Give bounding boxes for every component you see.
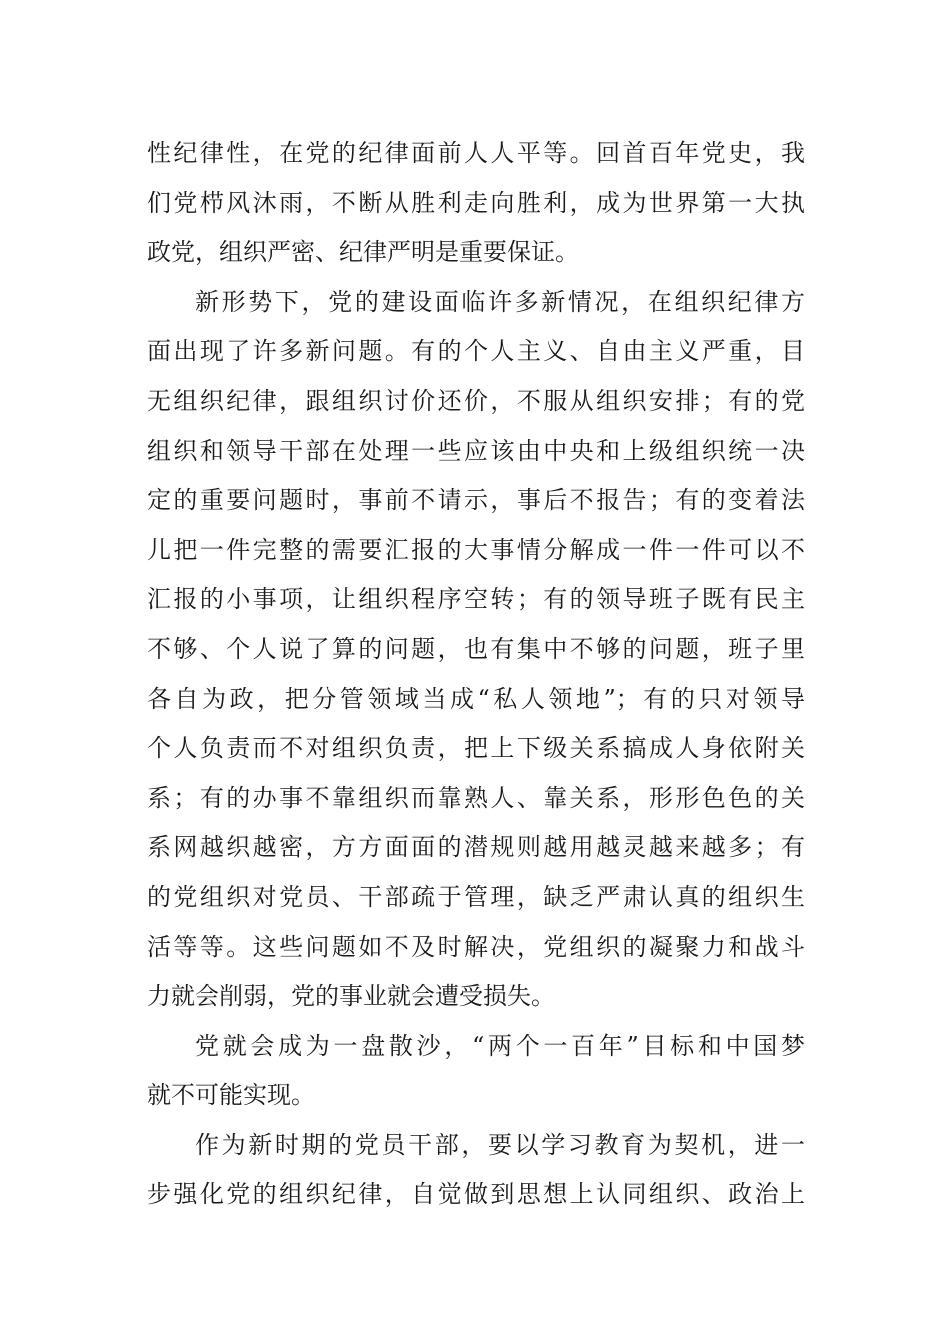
text-line: 各自为政，把分管领域当成“私人领地”；有的只对领导	[147, 684, 805, 713]
paragraph-2	[147, 278, 805, 1022]
text-line: 面出现了许多新问题。有的个人主义、自由主义严重，目	[147, 337, 805, 366]
text-line: 不够、个人说了算的问题，也有集中不够的问题，班子里	[147, 634, 805, 663]
text-line: 系网越织越密，方方面面的潜规则越用越灵越来越多；有	[147, 833, 805, 862]
text-line: 就不可能实现。	[147, 1081, 315, 1110]
text-line: 汇报的小事项，让组织程序空转；有的领导班子既有民主	[147, 585, 805, 614]
document-body	[147, 129, 805, 1220]
text-line: 们党栉风沐雨，不断从胜利走向胜利，成为世界第一大执	[147, 188, 805, 217]
paragraph-1	[147, 129, 805, 278]
text-line: 组织和领导干部在处理一些应该由中央和上级组织统一决	[147, 436, 805, 465]
text-line: 的党组织对党员、干部疏于管理，缺乏严肃认真的组织生	[147, 882, 805, 911]
text-line: 儿把一件完整的需要汇报的大事情分解成一件一件可以不	[147, 535, 805, 564]
text-line: 性纪律性，在党的纪律面前人人平等。回首百年党史，我	[147, 139, 805, 167]
text-line: 系；有的办事不靠组织而靠熟人、靠关系，形形色色的关	[147, 783, 805, 812]
text-line: 政党，组织严密、纪律严明是重要保证。	[147, 238, 579, 267]
text-line: 作为新时期的党员干部，要以学习教育为契机，进一	[195, 1130, 805, 1159]
text-line: 力就会削弱，党的事业就会遭受损失。	[147, 982, 555, 1011]
text-line: 新形势下，党的建设面临许多新情况，在组织纪律方	[195, 287, 805, 316]
text-line: 定的重要问题时，事前不请示，事后不报告；有的变着法	[147, 486, 805, 515]
text-line: 党就会成为一盘散沙，“两个一百年”目标和中国梦	[195, 1031, 805, 1060]
text-line: 步强化党的组织纪律，自觉做到思想上认同组织、政治上	[147, 1180, 805, 1209]
text-line: 活等等。这些问题如不及时解决，党组织的凝聚力和战斗	[147, 932, 805, 961]
text-line: 无组织纪律，跟组织讨价还价，不服从组织安排；有的党	[147, 386, 805, 415]
paragraph-3	[147, 1022, 805, 1121]
text-line: 个人负责而不对组织负责，把上下级关系搞成人身依附关	[147, 734, 805, 763]
paragraph-4	[147, 1121, 805, 1220]
